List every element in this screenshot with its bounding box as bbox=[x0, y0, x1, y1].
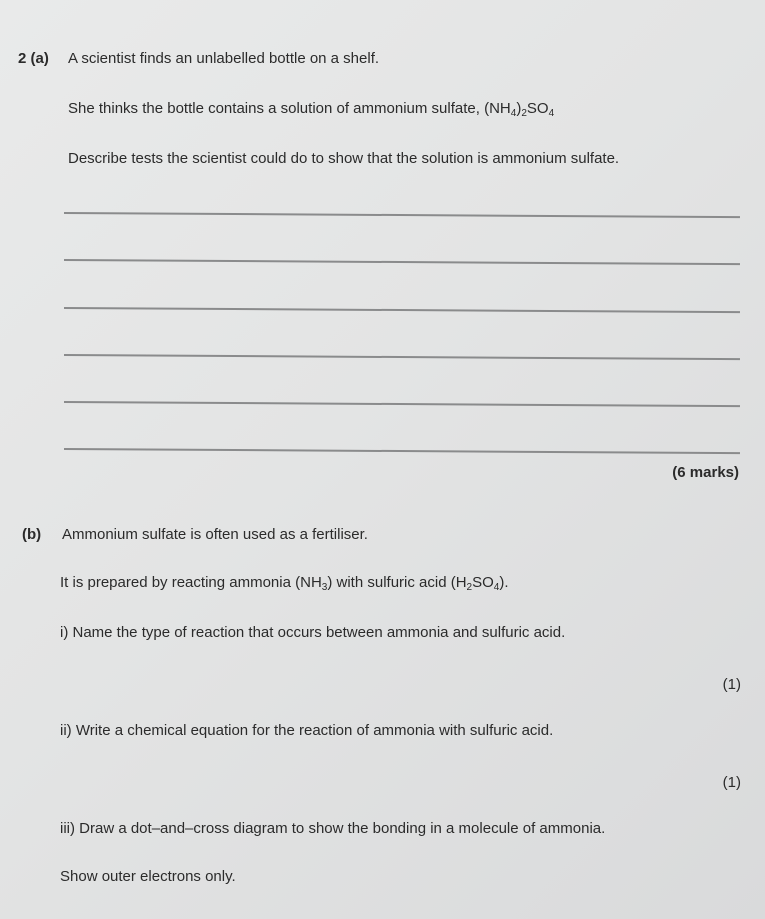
question-number: 2 (a) bbox=[18, 50, 49, 67]
question-b-iii-note: Show outer electrons only. bbox=[60, 868, 236, 885]
part-b-preparation: It is prepared by reacting ammonia $(NH_3)$ with sulfuric acid $(H_2SO_4)$. bbox=[60, 574, 509, 593]
part-a-context: She thinks the bottle contains a solution of ammonium sulfate, $(NH_4)_2SO_4$ bbox=[68, 100, 555, 119]
question-b-i-marks: (1) bbox=[722, 676, 741, 693]
answer-line[interactable] bbox=[64, 448, 740, 454]
part-a-task: Describe tests the scientist could do to show that the solution is ammonium sulfate. bbox=[68, 150, 620, 167]
part-b-intro: Ammonium sulfate is often used as a fertiliser. bbox=[62, 526, 368, 543]
part-b-label: (b) bbox=[22, 526, 42, 543]
ammonium-sulfate-formula: $(NH_4)_2SO_4$ bbox=[484, 100, 555, 119]
answer-line[interactable] bbox=[64, 307, 740, 313]
question-b-iii: iii) Draw a dot–and–cross diagram to show the bonding in a molecule of ammonia. bbox=[60, 820, 606, 837]
question-b-ii-marks: (1) bbox=[722, 774, 741, 791]
answer-line[interactable] bbox=[64, 259, 740, 265]
part-a-marks: (6 marks) bbox=[672, 464, 739, 481]
answer-line[interactable] bbox=[64, 401, 740, 407]
question-b-ii: ii) Write a chemical equation for the reaction of ammonia with sulfuric acid. bbox=[60, 722, 554, 739]
question-b-i: i) Name the type of reaction that occurs between ammonia and sulfuric acid. bbox=[60, 624, 566, 641]
part-a-intro: A scientist finds an unlabelled bottle on a shelf. bbox=[68, 50, 380, 67]
answer-line[interactable] bbox=[64, 354, 740, 360]
answer-line[interactable] bbox=[64, 212, 740, 218]
